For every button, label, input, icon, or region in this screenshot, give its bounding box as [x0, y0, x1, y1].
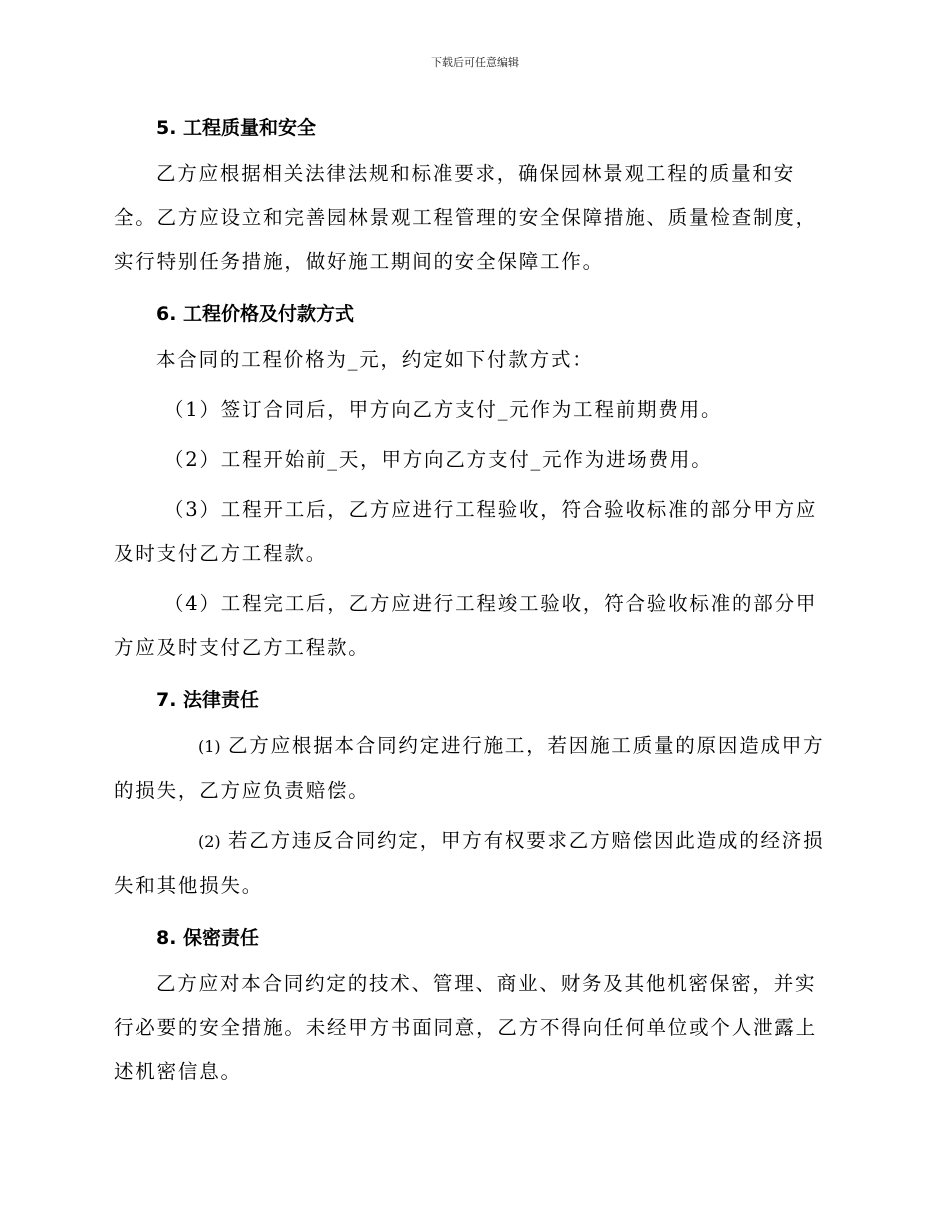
section-confidentiality: [114, 920, 834, 1094]
page-header: 下载后可任意编辑: [431, 56, 519, 69]
item-number: (1): [198, 737, 221, 756]
item-number: (2): [198, 832, 221, 851]
item-text: 若乙方违反合同约定，甲方有权要求乙方赔偿因此造成的经济损失和其他损失。: [114, 829, 825, 897]
section-heading: 8. 保密责任: [156, 927, 260, 949]
item-text: 乙方应根据本合同约定进行施工，若因施工质量的原因造成甲方的损失，乙方应负责赔偿。: [114, 734, 825, 802]
liability-item: [114, 724, 834, 813]
payment-item: （4）工程完工后，乙方应进行工程竣工验收，符合验收标准的部分甲方应及时支付乙方工程款。: [114, 592, 818, 659]
document-body: [114, 110, 834, 1094]
section-intro: 本合同的工程价格为_元，约定如下付款方式：: [156, 348, 594, 371]
payment-item: （3）工程开工后，乙方应进行工程验收，符合验收标准的部分甲方应及时支付乙方工程款。: [114, 498, 818, 565]
payment-item: （1）签订合同后，甲方向乙方支付_元作为工程前期费用。: [164, 398, 723, 421]
section-quality-safety: [114, 110, 834, 284]
section-heading: 6. 工程价格及付款方式: [156, 303, 355, 325]
payment-item: （2）工程开始前_天，甲方向乙方支付_元作为进场费用。: [164, 448, 713, 471]
section-heading: 7. 法律责任: [156, 689, 260, 711]
section-legal-liability: [114, 682, 834, 908]
section-price-payment: [114, 296, 834, 670]
section-paragraph: 乙方应根据相关法律法规和标准要求，确保园林景观工程的质量和安全。乙方应设立和完善园林景观工程管理的安全保障措施、质量检查制度，实行特别任务措施，做好施工期间的安全保障工作。: [114, 162, 817, 273]
liability-item: [114, 819, 834, 908]
section-paragraph: 乙方应对本合同约定的技术、管理、商业、财务及其他机密保密，并实行必要的安全措施。未经甲方书面同意，乙方不得向任何单位或个人泄露上述机密信息。: [114, 972, 817, 1083]
section-heading: 5. 工程质量和安全: [156, 117, 317, 139]
